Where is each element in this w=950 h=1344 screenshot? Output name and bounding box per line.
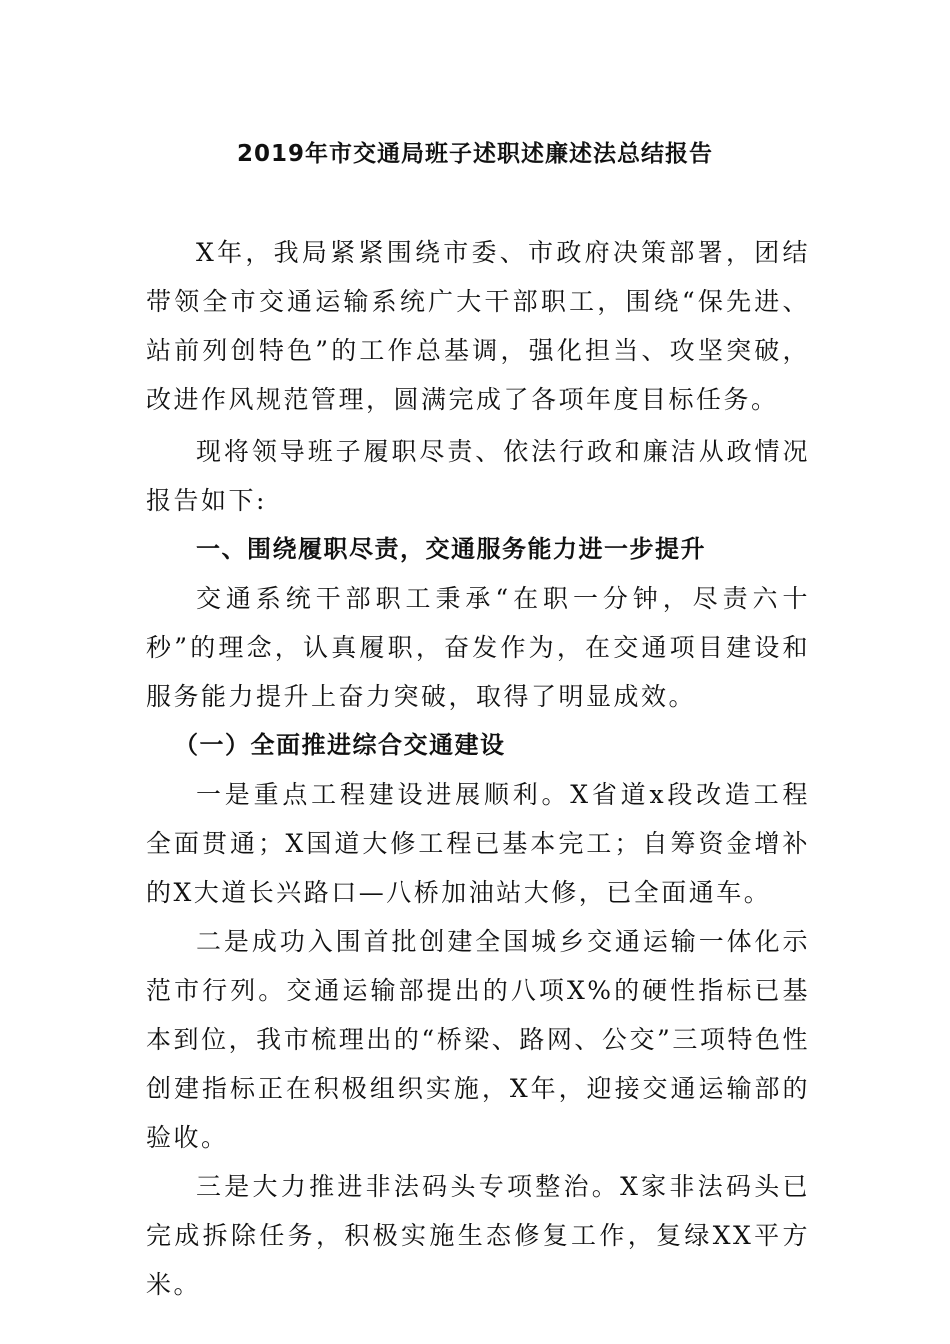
item-3-paragraph: 三是大力推进非法码头专项整治。X家非法码头已完成拆除任务，积极实施生态修复工作，复绿XX平方米。 xyxy=(146,1172,810,1299)
subsection-heading-1: （一）全面推进综合交通建设 xyxy=(174,731,506,759)
document-body xyxy=(146,228,810,1309)
report-intro-paragraph: 现将领导班子履职尽责、依法行政和廉洁从政情况报告如下: xyxy=(146,437,810,515)
section-heading-1: 一、围绕履职尽责，交通服务能力进一步提升 xyxy=(196,535,706,563)
section-1-paragraph: 交通系统干部职工秉承“在职一分钟，尽责六十秒”的理念，认真履职，奋发作为，在交通项目建设和服务能力提升上奋力突破，取得了明显成效。 xyxy=(146,584,810,711)
document-title: 2019年市交通局班子述职述廉述法总结报告 xyxy=(236,141,713,167)
item-1-paragraph: 一是重点工程建设进展顺利。X省道x段改造工程全面贯通；X国道大修工程已基本完工；自筹资金增补的X大道长兴路口—八桥加油站大修，已全面通车。 xyxy=(146,780,810,907)
intro-paragraph: X年，我局紧紧围绕市委、市政府决策部署，团结带领全市交通运输系统广大干部职工，围绕“保先进、站前列创特色”的工作总基调，强化担当、攻坚突破，改进作风规范管理，圆满完成了各项年度目标任务。 xyxy=(146,238,810,414)
item-2-paragraph: 二是成功入围首批创建全国城乡交通运输一体化示范市行列。交通运输部提出的八项X%的硬性指标已基本到位，我市梳理出的“桥梁、路网、公交”三项特色性创建指标正在积极组织实施，X年，迎接交通运输部的验收。 xyxy=(146,927,810,1152)
